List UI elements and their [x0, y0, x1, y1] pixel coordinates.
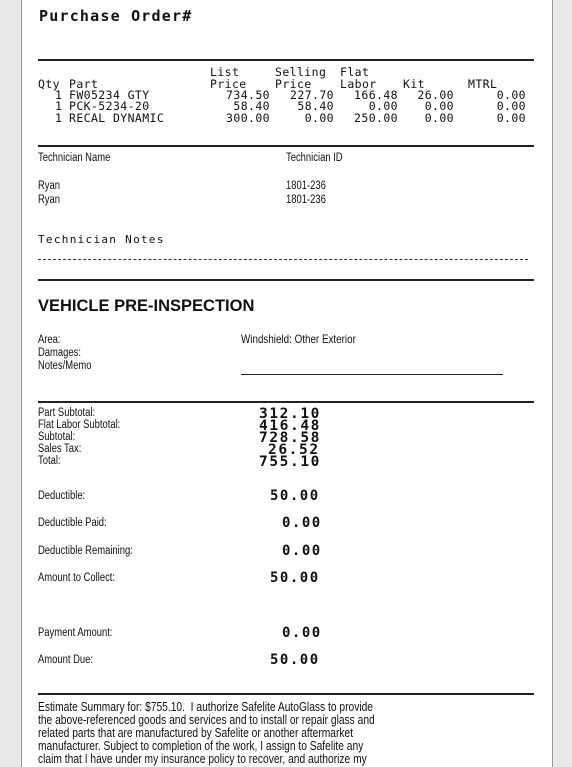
divider [38, 279, 534, 281]
header-selling-top: Selling [275, 65, 327, 79]
notes-memo-line [241, 374, 503, 375]
part-subtotal-label: Part Subtotal: [38, 407, 96, 419]
flat-labor-subtotal-label: Flat Labor Subtotal: [38, 419, 121, 431]
area-label: Area: [38, 334, 61, 346]
row-part: RECAL DYNAMIC [69, 111, 165, 125]
summary-line: claim that I have under my insurance policy to recover, and authorize my [38, 752, 367, 766]
deductible-paid-value: 0.00 [282, 515, 322, 531]
sales-tax-value: 26.52 [268, 442, 320, 458]
technician-id: 1801-236 [286, 194, 326, 206]
row-selling-price: 58.40 [297, 99, 334, 113]
row-flat-labor: 250.00 [354, 111, 398, 125]
header-part: Part [69, 77, 99, 91]
deductible-label: Deductible: [38, 490, 86, 502]
amount-to-collect-value: 50.00 [270, 570, 320, 586]
row-flat-labor: 0.00 [368, 99, 398, 113]
technician-name: Ryan [38, 194, 61, 206]
row-flat-labor: 166.48 [354, 88, 398, 102]
deductible-remaining-value: 0.00 [282, 543, 322, 559]
header-mtrl: MTRL [468, 77, 498, 91]
row-kit: 0.00 [424, 111, 454, 125]
header-flat-top: Flat [340, 65, 370, 79]
row-selling-price: 227.70 [290, 88, 334, 102]
area-value: Windshield: Other Exterior [241, 332, 356, 346]
part-subtotal-value: 312.10 [259, 406, 321, 422]
row-kit: 0.00 [424, 99, 454, 113]
deductible-remaining-label: Deductible Remaining: [38, 545, 133, 557]
row-list-price: 300.00 [226, 111, 270, 125]
subtotal-value: 728.58 [259, 430, 321, 446]
summary-line: the above-referenced goods and services and to install or repair glass and [38, 713, 375, 727]
deductible-value: 50.00 [270, 488, 320, 504]
page-title: Purchase Order# [39, 7, 193, 25]
row-mtrl: 0.00 [496, 88, 526, 102]
row-qty: 1 [55, 99, 63, 113]
inspection-heading: VEHICLE PRE-INSPECTION [38, 297, 255, 315]
row-list-price: 58.40 [233, 99, 270, 113]
notes-memo-label: Notes/Memo [38, 360, 92, 372]
header-list-top: List [210, 65, 240, 79]
header-selling-bottom: Price [275, 77, 312, 91]
row-mtrl: 0.00 [496, 111, 526, 125]
technician-id-header: Technician ID [286, 152, 343, 164]
divider [38, 693, 534, 695]
notes-dashed-line [38, 259, 528, 260]
technician-name-header: Technician Name [38, 152, 111, 164]
row-qty: 1 [55, 88, 63, 102]
subtotal-label: Subtotal: [38, 431, 76, 443]
flat-labor-subtotal-value: 416.48 [259, 418, 321, 434]
row-list-price: 734.50 [226, 88, 270, 102]
divider [38, 401, 534, 403]
deductible-paid-label: Deductible Paid: [38, 517, 107, 529]
row-part: FW05234 GTY [69, 88, 150, 102]
divider [38, 59, 534, 61]
row-selling-price: 0.00 [304, 111, 334, 125]
damages-label: Damages: [38, 347, 81, 359]
total-value: 755.10 [259, 454, 321, 470]
amount-to-collect-label: Amount to Collect: [38, 572, 116, 584]
sales-tax-label: Sales Tax: [38, 443, 82, 455]
row-kit: 26.00 [417, 88, 454, 102]
header-list-bottom: Price [210, 77, 247, 91]
amount-due-value: 50.00 [270, 652, 320, 668]
row-mtrl: 0.00 [496, 99, 526, 113]
row-part: PCK-5234-20 [69, 99, 150, 113]
divider [38, 145, 534, 147]
technician-notes-label: Technician Notes [38, 233, 165, 246]
header-qty: Qty [38, 77, 60, 91]
technician-name: Ryan [38, 180, 61, 192]
header-kit: Kit [403, 77, 425, 91]
document-page [21, 0, 553, 767]
amount-due-label: Amount Due: [38, 654, 94, 666]
row-qty: 1 [55, 111, 63, 125]
summary-line: manufacturer. Subject to completion of the work, I assign to Safelite any [38, 739, 364, 753]
technician-id: 1801-236 [286, 180, 326, 192]
header-flat-bottom: Labor [340, 77, 377, 91]
summary-line: related parts that are manufactured by Safelite or another aftermarket [38, 726, 354, 740]
payment-amount-value: 0.00 [282, 625, 322, 641]
total-label: Total: [38, 455, 61, 467]
payment-amount-label: Payment Amount: [38, 627, 113, 639]
summary-line: Estimate Summary for: $755.10. I authorize Safelite AutoGlass to provide [38, 700, 374, 714]
